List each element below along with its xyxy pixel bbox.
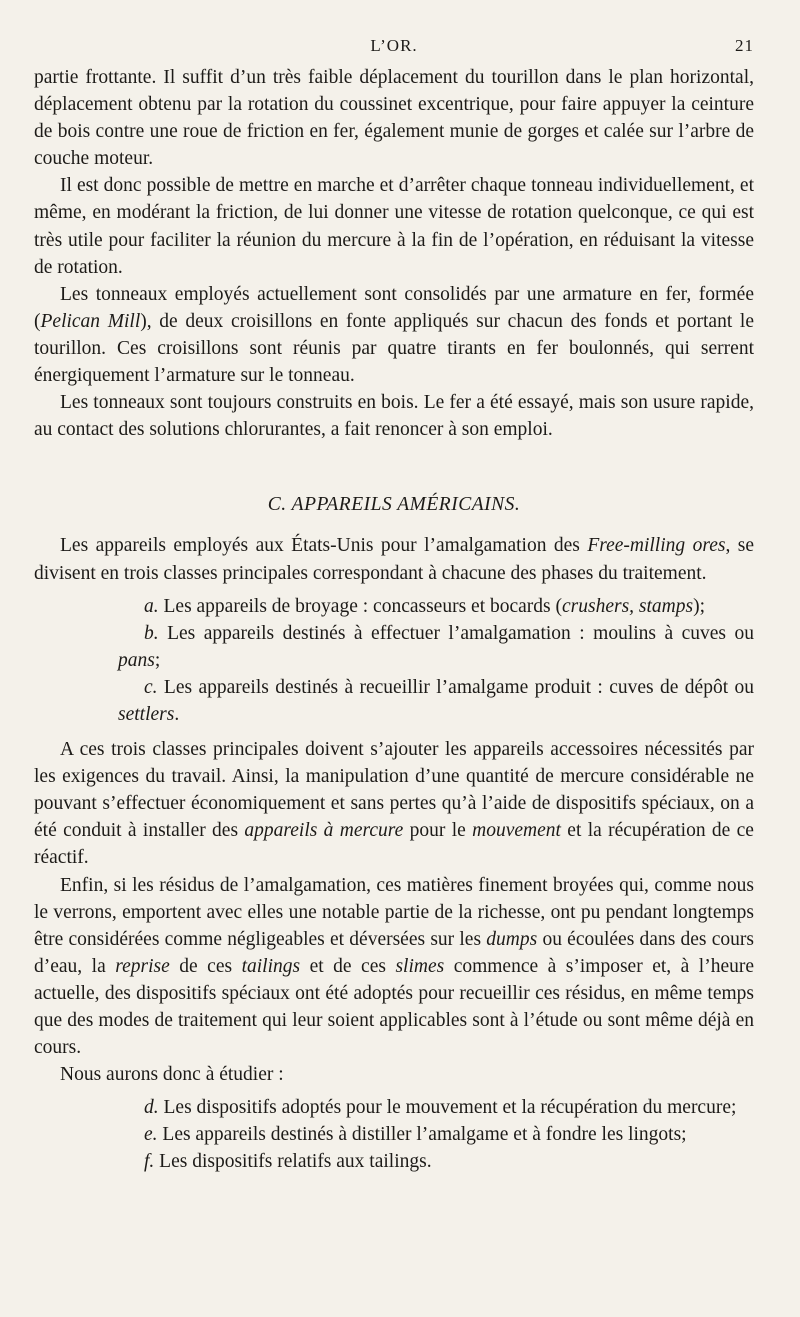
text-run: Les appareils destinés à recueillir l’amalgame produit : cuves de dépôt ou [163,676,755,698]
text-run: , se divisent en trois classes principales correspondant à chacune des phases du traitement. [34,535,754,584]
list-item [34,593,754,620]
section-heading: C. APPAREILS AMÉRICAINS. [267,494,521,516]
list-letter: f. [144,1151,155,1173]
list-item [34,1148,754,1175]
emphasis-text: Free-milling ores [587,535,726,557]
paragraph-accessory-apparatus [34,736,754,871]
text-run: Les appareils destinés à effectuer l’amalgamation : moulins à cuves ou [167,622,754,644]
text-run: A ces trois classes principales doivent s’ajouter les appareils accessoires nécessités par les exigences du travail. Ainsi, la manipulation d’une quantité de mercure considérable ne pouvant s’effectuer économiquement et sans pertes qu’à l’aide de dispositifs spéciaux, on a été conduit à installer des [34,739,754,842]
list-letter: e. [144,1124,158,1146]
list-item [34,620,754,674]
running-title: L’OR. [370,36,418,55]
list-letter: a. [144,595,159,617]
emphasis-text: Pelican Mill [40,310,141,332]
text-run: Les dispositifs relatifs aux tailings. [159,1151,432,1173]
list-item [34,1121,754,1148]
paragraph-continuation: partie frottante. Il suffit d’un très faible déplacement du tourillon dans le plan horizontal, déplacement obtenu par la rotation du coussinet excentrique, pour faire appuyer la ceinture de bois contre une roue de friction en fer, également munie de gorges et calée sur l’arbre de couche moteur. [34,67,754,170]
emphasis-text: appareils à mercure [244,820,404,842]
text-run: ), de deux croisillons en fonte appliqués sur chacun des fonds et portant le tourillon. Ces croisillons sont réunis par quatre tirants en fer boulonnés, qui serrent énergiquement l’armature sur le tonneau. [34,310,754,387]
list-letter: b. [144,622,159,644]
text-run: Les appareils de broyage : concasseurs et bocards ( [163,595,563,617]
emphasis-text: dumps [486,928,538,950]
text-run: et la récupération de ce réactif. [34,820,754,869]
emphasis-text: slimes [395,955,445,977]
text-run: Les appareils employés aux États-Unis pour l’amalgamation des [60,535,588,557]
apparatus-classes-list [34,593,754,728]
text-run: Les tonneaux employés actuellement sont consolidés par une armature en fer, formée ( [34,283,754,332]
list-letter: d. [144,1097,159,1119]
text-run: et de ces [300,955,396,977]
paragraph-armature [34,281,754,389]
emphasis-text: reprise [115,955,170,977]
text-run: Les dispositifs adoptés pour le mouvement et la récupération du mercure; [163,1097,737,1119]
text-run: Enfin, si les résidus de l’amalgamation, ces matières finement broyées qui, comme nous le verrons, emportent avec elles une notable partie de la richesse, ont pu pendant longtemps être considérées comme négligeables et déversées sur les [34,874,754,950]
page-body [34,64,754,1182]
paragraph-american-apparatus [34,532,754,586]
emphasis-text: crushers, stamps [562,595,694,617]
page-number: 21 [735,36,754,55]
text-run: de ces [169,955,242,977]
text-run: ou écoulées dans des cours d’eau, la [34,928,754,977]
list-item [34,674,754,728]
paragraph-tailings [34,872,754,1062]
emphasis-text: tailings [241,955,301,977]
list-item [34,1094,754,1121]
paragraph-wood-construction: Les tonneaux sont toujours construits en bois. Le fer a été essayé, mais son usure rapide, au contact des solutions chlorurantes, a fait renoncer à son emploi. [34,392,754,441]
text-run: Les appareils destinés à distiller l’amalgame et à fondre les lingots; [162,1124,687,1146]
text-run: pour le [403,820,473,842]
emphasis-text: pans [118,649,155,671]
emphasis-text: mouvement [472,820,561,842]
study-topics-list [34,1094,754,1175]
list-letter: c. [144,676,158,698]
paragraph-tonneau-control: Il est donc possible de mettre en marche et d’arrêter chaque tonneau individuellement, et même, en modérant la friction, de lui donner une vitesse de rotation quelconque, ce qui est très utile pour faciliter la réunion du mercure à la fin de l’opération, en réduisant la vitesse de rotation. [34,175,754,278]
emphasis-text: settlers [118,703,175,725]
text-run: commence à s’imposer et, à l’heure actuelle, des dispositifs spéciaux ont été adoptés pour recueillir ces résidus, en même temps que des modes de traitement qui leur soient applicables sont à l’étude ou sont même déjà en cours. [34,955,754,1059]
text-run: . [174,703,180,725]
text-run: ); [693,595,706,617]
paragraph-to-study: Nous aurons donc à étudier : [60,1064,284,1086]
text-run: ; [154,649,161,671]
